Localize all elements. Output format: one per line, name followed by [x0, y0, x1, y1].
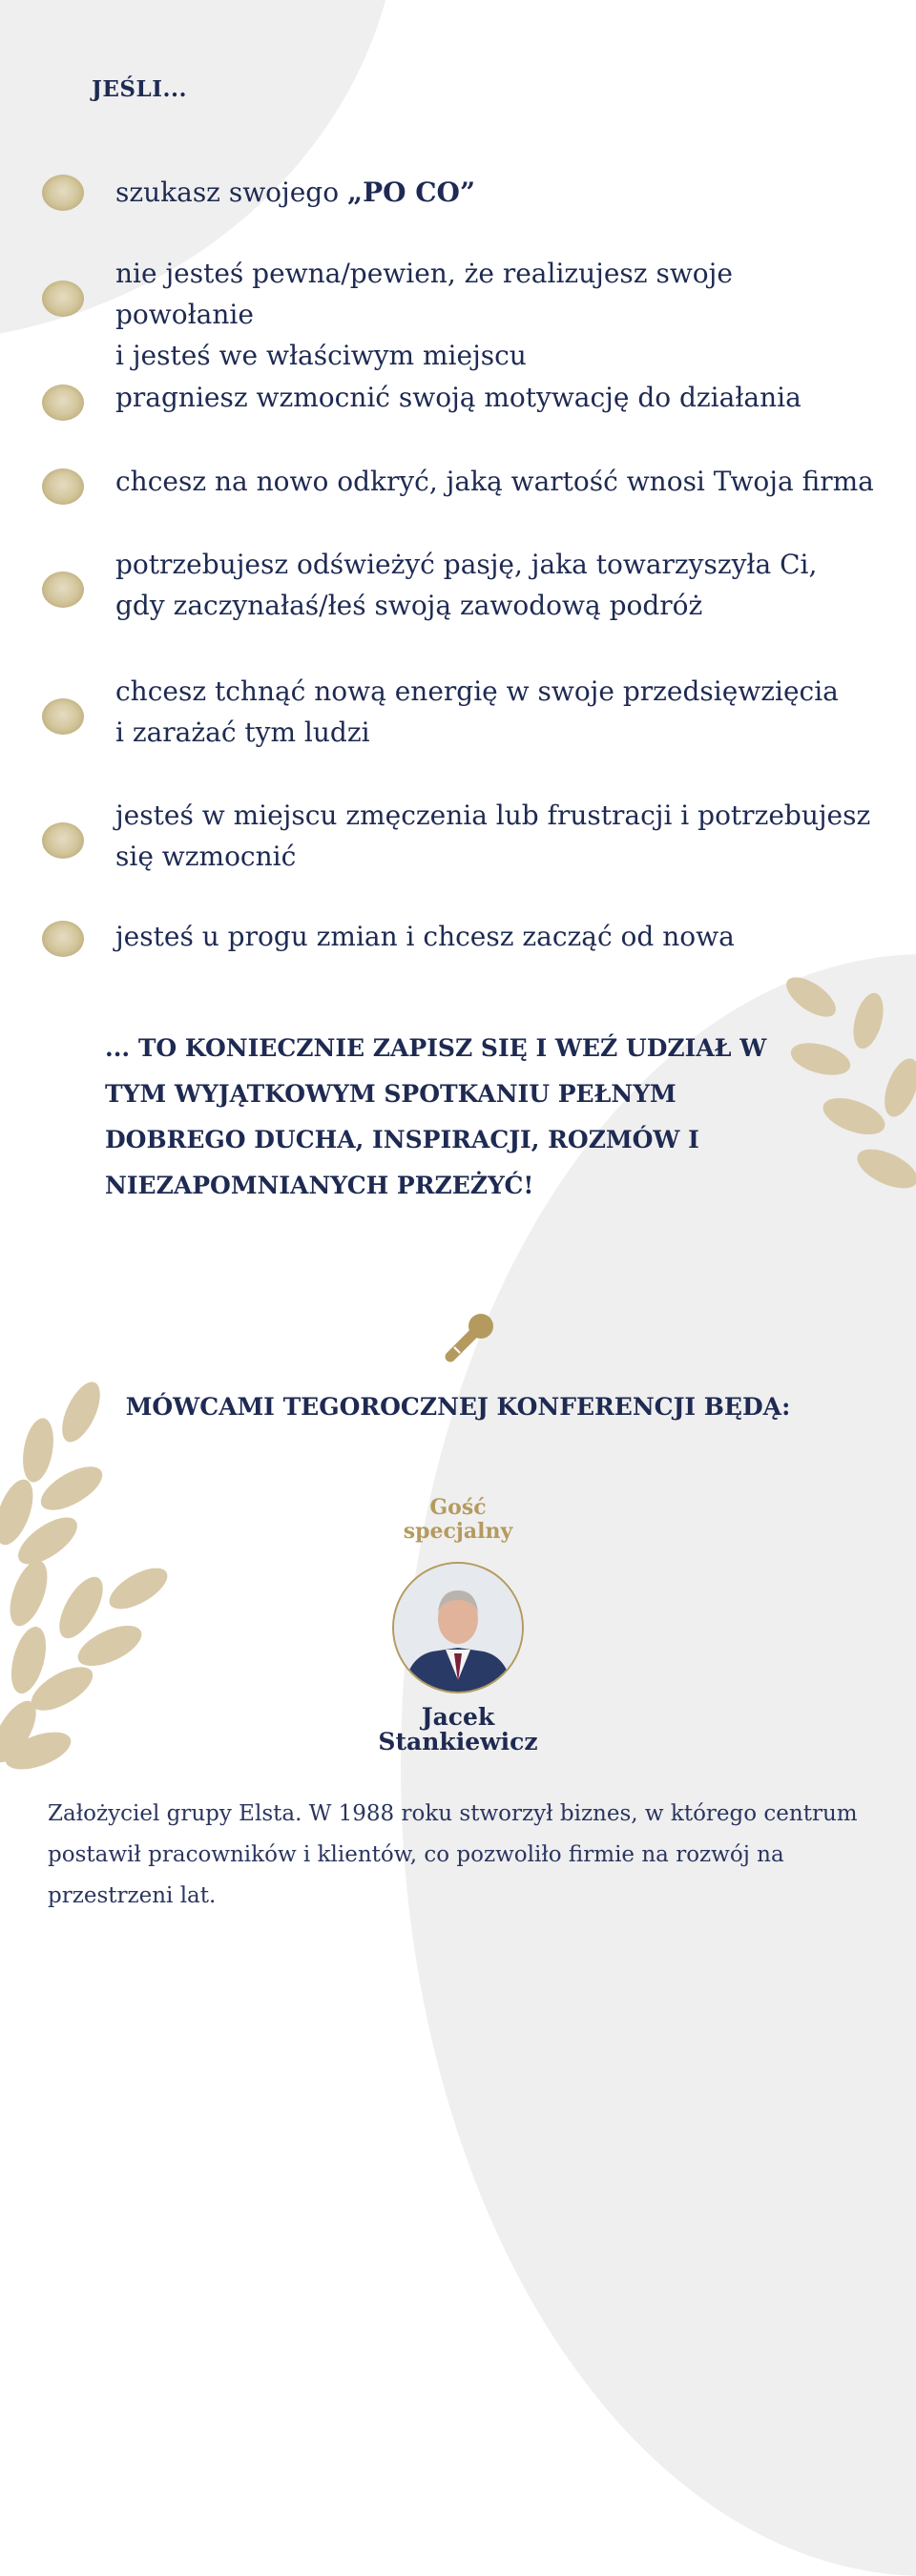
bullet-dot-icon [42, 571, 84, 608]
list-item-emphasis: „PO CO” [346, 177, 476, 208]
bullet-dot-icon [42, 175, 84, 211]
list-item-label: potrzebujesz odświeżyć pasję, jaka towarzyszyła Ci, gdy zaczynałaś/łeś swoją zawodową podróż [115, 549, 818, 621]
list-item-label: nie jesteś pewna/pewien, że realizujesz swoje powołanie i jesteś we właściwym miejscu [115, 258, 733, 371]
speakers-heading: MÓWCAMI TEGOROCZNEJ KONFERENCJI BĘDĄ: [125, 1393, 791, 1421]
section-heading: JEŚLI... [92, 76, 187, 102]
call-to-action-text: ... TO KONIECZNIE ZAPISZ SIĘ I WEŹ UDZIAŁ W TYM WYJĄTKOWYM SPOTKANIU PEŁNYM DOBREGO DUCHA, INSPIRACJI, ROZMÓW I NIEZAPOMNIANYCH PRZEŻYĆ! [105, 1034, 767, 1199]
speaker-name: Jacek Stankiewicz [378, 1703, 538, 1755]
bullet-dot-icon [42, 921, 84, 957]
bullet-dot-icon [42, 384, 84, 421]
speaker-bio: Założyciel grupy Elsta. W 1988 roku stworzył biznes, w którego centrum postawił pracowników i klientów, co pozwoliło firmie na rozwój na przestrzeni lat. [48, 1801, 858, 1908]
list-item-label: szukasz swojego [115, 177, 347, 208]
list-item-label: jesteś w miejscu zmęczenia lub frustracji i potrzebujesz się wzmocnić [115, 800, 871, 872]
list-item-text [115, 544, 879, 626]
laurel-branch-left-icon [0, 1374, 172, 1775]
list-item-text [115, 461, 879, 502]
list-item-text [115, 253, 879, 376]
list-item-label: pragniesz wzmocnić swoją motywację do działania [115, 382, 802, 413]
bullet-dot-icon [42, 280, 84, 317]
bullet-dot-icon [42, 822, 84, 859]
list-item-text [115, 916, 879, 957]
special-guest-label: Gość specjalny [403, 1495, 513, 1544]
list-item-label: jesteś u progu zmian i chcesz zacząć od nowa [115, 921, 735, 952]
speaker-portrait-icon [394, 1564, 522, 1692]
list-item-text [115, 172, 879, 213]
bullet-dot-icon [42, 698, 84, 735]
microphone-icon [441, 1309, 498, 1366]
list-item-label: chcesz tchnąć nową energię w swoje przedsięwzięcia i zarażać tym ludzi [115, 675, 839, 748]
list-item-label: chcesz na nowo odkryć, jaką wartość wnosi Twoja firma [115, 466, 874, 497]
bullet-dot-icon [42, 468, 84, 505]
list-item-text [115, 377, 879, 418]
list-item-text [115, 671, 879, 753]
speaker-avatar [392, 1562, 524, 1693]
list-item-text [115, 795, 879, 877]
